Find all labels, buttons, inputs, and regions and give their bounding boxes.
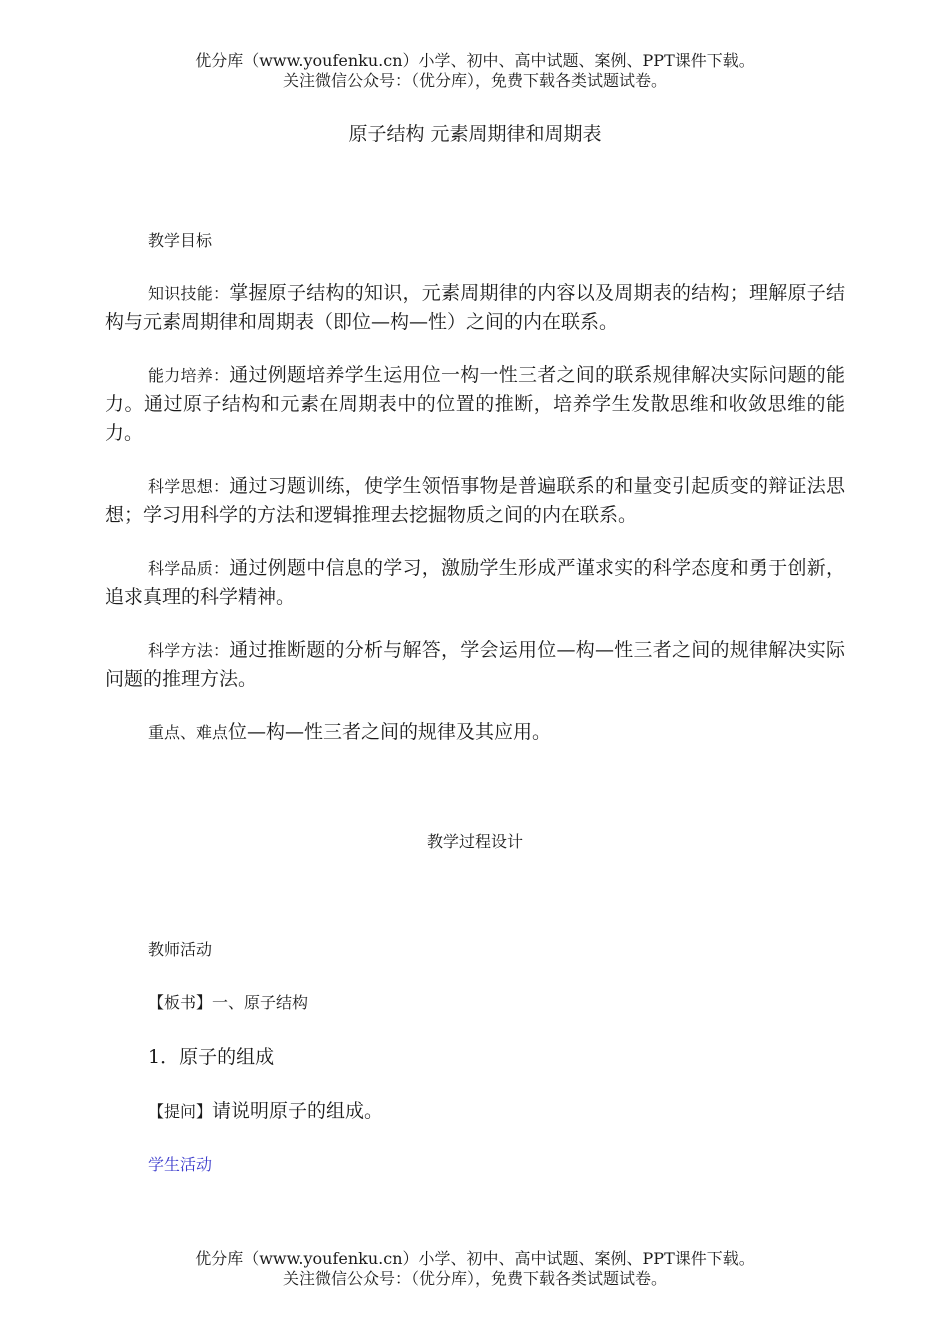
paragraph-text: 通过例题培养学生运用位一构一性三者之间的联系规律解决实际问题的能力。通过原子结构和元素在周期表中的位置的推断，培养学生发散思维和收敛思维的能力。 xyxy=(105,364,845,444)
paragraph-text: 位—构—性三者之间的规律及其应用。 xyxy=(228,721,552,743)
teacher-activity-heading: 教师活动 xyxy=(148,940,213,959)
process-heading: 教学过程设计 xyxy=(426,832,523,851)
board-line xyxy=(148,990,308,1013)
footer-line-1: 优分库（www.youfenku.cn）小学、初中、高中试题、案例、PPT课件下载。 xyxy=(195,1249,755,1268)
paragraph-label: 科学品质： xyxy=(148,559,230,578)
student-activity-link[interactable]: 学生活动 xyxy=(148,1155,213,1174)
paragraph-text: 掌握原子结构的知识，元素周期律的内容以及周期表的结构；理解原子结构与元素周期律和周期表（即位—构—性）之间的内在联系。 xyxy=(105,282,845,333)
question-text: 请说明原子的组成。 xyxy=(212,1100,384,1122)
question-line xyxy=(148,1096,383,1123)
paragraph-label: 知识技能： xyxy=(148,284,230,303)
board-label: 【板书】 xyxy=(148,993,213,1012)
paragraph-label: 科学思想： xyxy=(148,477,230,496)
paragraph-text: 通过例题中信息的学习，激励学生形成严谨求实的科学态度和勇于创新，追求真理的科学精神。 xyxy=(105,557,845,608)
paragraph-keypoints xyxy=(105,718,845,747)
paragraph-label: 能力培养： xyxy=(148,366,230,385)
page-header xyxy=(0,51,950,91)
question-label: 【提问】 xyxy=(148,1102,213,1121)
page-title: 原子结构 元素周期律和周期表 xyxy=(348,123,602,145)
objectives-heading: 教学目标 xyxy=(148,231,213,250)
header-line-2: 关注微信公众号：（优分库），免费下载各类试题试卷。 xyxy=(282,71,667,90)
item-1: 1．原子的组成 xyxy=(148,1046,275,1068)
paragraph-text: 通过推断题的分析与解答，学会运用位—构—性三者之间的规律解决实际问题的推理方法。 xyxy=(105,639,845,690)
paragraph-method xyxy=(105,636,845,694)
paragraph-label: 重点、难点 xyxy=(148,723,229,742)
footer-line-2: 关注微信公众号：（优分库），免费下载各类试题试卷。 xyxy=(282,1269,667,1288)
paragraph-label: 科学方法： xyxy=(148,641,230,660)
board-text: 一、原子结构 xyxy=(212,993,309,1012)
paragraph-knowledge xyxy=(105,279,845,337)
paragraph-ability xyxy=(105,361,845,448)
header-line-1: 优分库（www.youfenku.cn）小学、初中、高中试题、案例、PPT课件下载。 xyxy=(195,51,755,70)
page-footer xyxy=(0,1249,950,1289)
paragraph-quality xyxy=(105,554,845,612)
paragraph-text: 通过习题训练，使学生领悟事物是普遍联系的和量变引起质变的辩证法思想；学习用科学的方法和逻辑推理去挖掘物质之间的内在联系。 xyxy=(105,475,845,526)
paragraph-thinking xyxy=(105,472,845,530)
